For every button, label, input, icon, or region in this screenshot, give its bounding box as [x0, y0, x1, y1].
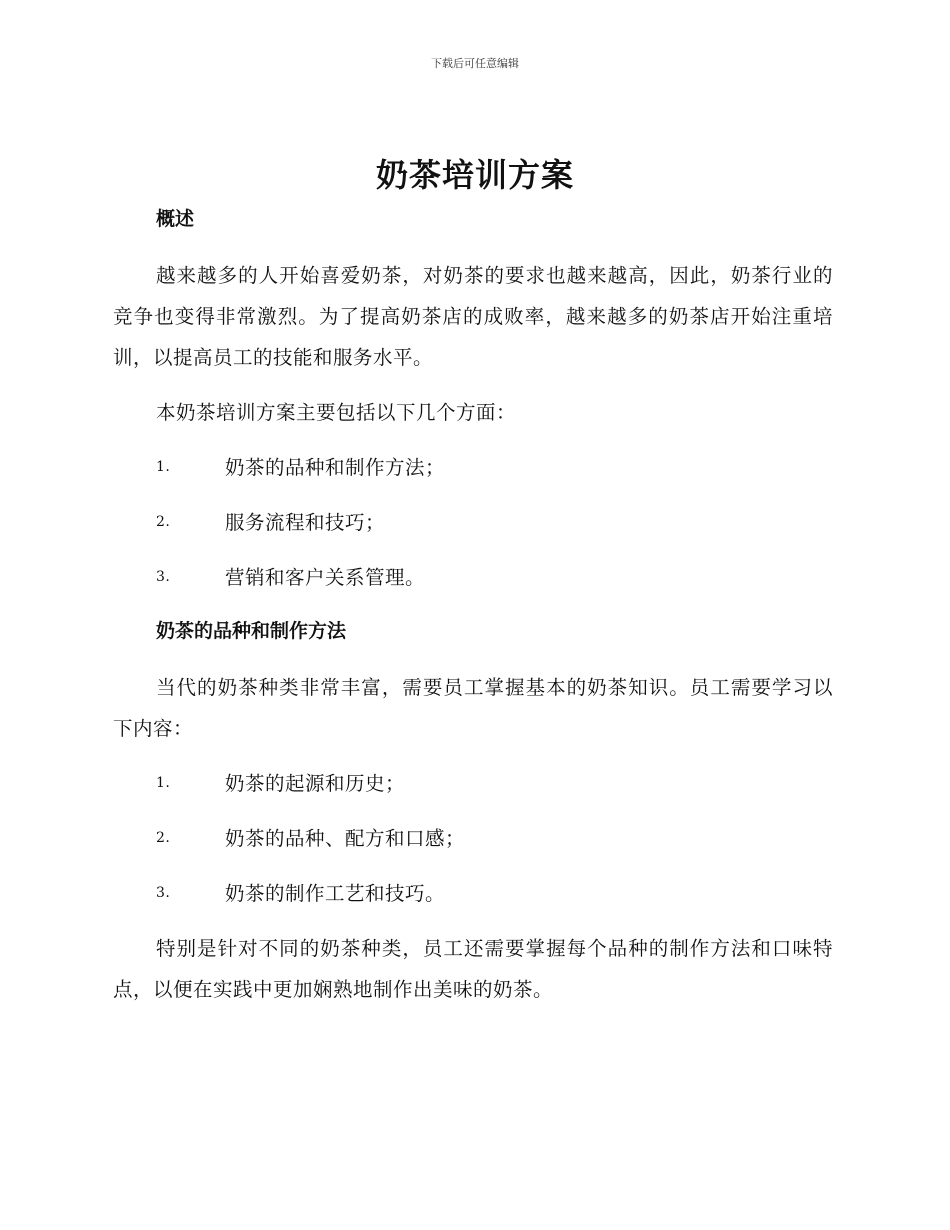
section-heading: 概述: [156, 208, 195, 230]
list-text: 奶茶的制作工艺和技巧。: [225, 882, 446, 905]
paragraph: 本奶茶培训方案主要包括以下几个方面：: [156, 401, 517, 424]
list-number: 3.: [156, 569, 171, 585]
list-number: 1.: [156, 459, 171, 475]
list-item: [113, 502, 833, 543]
list-text: 奶茶的品种和制作方法；: [225, 456, 446, 479]
numbered-list: [113, 763, 833, 914]
list-item: [113, 447, 833, 488]
paragraph: 当代的奶茶种类非常丰富，需要员工掌握基本的奶茶知识。员工需要学习以下内容：: [113, 676, 833, 740]
list-number: 2.: [156, 830, 171, 846]
list-item: [113, 557, 833, 598]
list-number: 2.: [156, 514, 171, 530]
header-note: 下载后可任意编辑: [431, 57, 519, 70]
list-number: 3.: [156, 885, 171, 901]
list-item: [113, 818, 833, 859]
section-varieties: [113, 612, 833, 1010]
paragraph: 特别是针对不同的奶茶种类，员工还需要掌握每个品种的制作方法和口味特点，以便在实践中更加娴熟地制作出美味的奶茶。: [113, 937, 833, 1001]
numbered-list: [113, 447, 833, 598]
list-item: [113, 763, 833, 804]
list-number: 1.: [156, 775, 171, 791]
document-title: 奶茶培训方案: [375, 156, 574, 194]
list-text: 服务流程和技巧；: [225, 511, 386, 534]
list-text: 营销和客户关系管理。: [225, 566, 426, 589]
document-body: [113, 200, 833, 1024]
list-item: [113, 873, 833, 914]
list-text: 奶茶的品种、配方和口感；: [225, 827, 466, 850]
section-overview: [113, 200, 833, 598]
section-heading: 奶茶的品种和制作方法: [156, 620, 347, 642]
paragraph: 越来越多的人开始喜爱奶茶，对奶茶的要求也越来越高，因此，奶茶行业的竞争也变得非常激烈。为了提高奶茶店的成败率，越来越多的奶茶店开始注重培训，以提高员工的技能和服务水平。: [113, 264, 833, 369]
list-text: 奶茶的起源和历史；: [225, 772, 406, 795]
